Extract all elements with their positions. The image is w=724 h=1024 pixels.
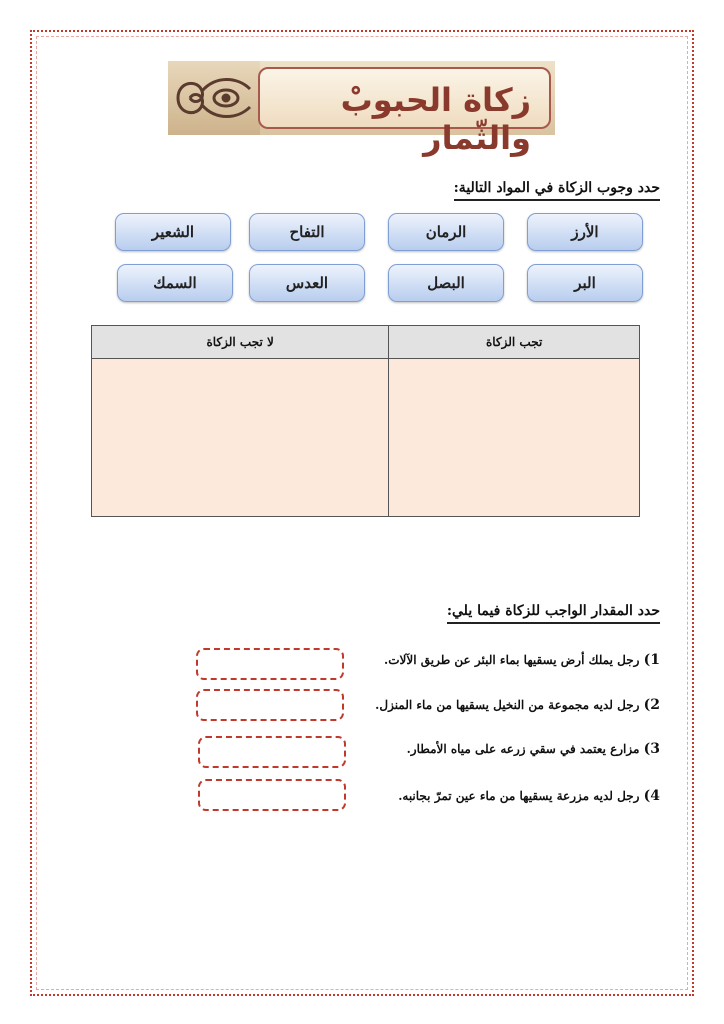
ornament-icon [168,61,260,135]
question-number: 2) [643,697,660,713]
item-chip[interactable]: السمك [117,264,233,302]
drop-zone-required[interactable] [389,359,640,517]
section1-heading: حدد وجوب الزكاة في المواد التالية: [454,180,660,201]
question-text: مزارع يعتمد في سقي زرعه على مياه الأمطار. [406,742,640,756]
question-number: 3) [643,741,660,757]
column-header-not-required: لا تجب الزكاة [92,326,389,359]
item-chip[interactable]: الشعير [115,213,231,251]
question-text: رجل لديه مزرعة يسقيها من ماء عين تمرّ بجانبه. [398,789,640,803]
banner-panel [258,67,551,157]
item-chip[interactable]: العدس [249,264,365,302]
question-text: رجل لديه مجموعة من النخيل يسقيها من ماء المنزل. [375,698,640,712]
question-item [384,652,660,668]
item-chip[interactable]: الأرز [527,213,643,251]
banner-title: زكاة الحبوبْ والثّمار [340,81,531,157]
section2-heading: حدد المقدار الواجب للزكاة فيما يلي: [447,603,660,624]
sorting-table [91,325,640,517]
question-number: 1) [643,652,660,668]
question-item [407,741,660,757]
question-item [375,697,660,713]
question-text: رجل يملك أرض يسقيها بماء البئر عن طريق الآلات. [384,653,640,667]
answer-box[interactable] [198,736,346,768]
item-chip[interactable]: البصل [388,264,504,302]
answer-box[interactable] [198,779,346,811]
answer-box[interactable] [196,648,344,680]
question-number: 4) [643,788,660,804]
drop-zone-not-required[interactable] [92,359,389,517]
column-header-required: تجب الزكاة [389,326,640,359]
item-chip[interactable]: البر [527,264,643,302]
item-chip[interactable]: التفاح [249,213,365,251]
title-banner [168,61,555,157]
answer-box[interactable] [196,689,344,721]
item-chip[interactable]: الرمان [388,213,504,251]
question-item [398,788,660,804]
